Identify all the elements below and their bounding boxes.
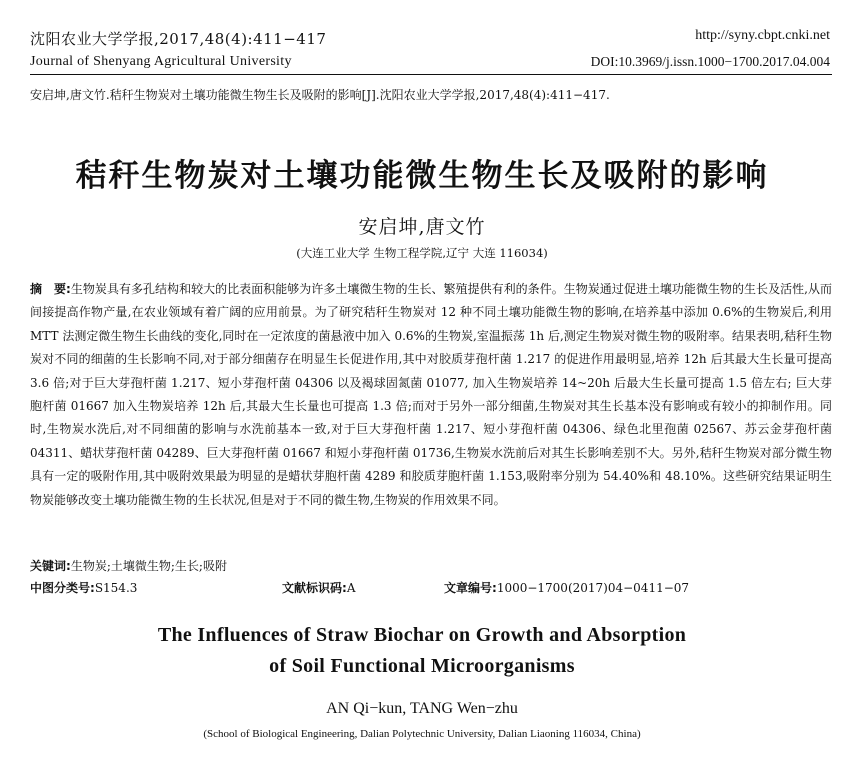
abstract [30, 278, 832, 512]
citation: 安启坤,唐文竹.秸秆生物炭对土壤功能微生物生长及吸附的影响[J].沈阳农业大学学报,2017,48(4):411−417. [30, 88, 610, 102]
clc-number [30, 579, 137, 596]
document-code [282, 579, 355, 596]
title-en-line1: The Influences of Straw Biochar on Growth and Absorption [157, 624, 687, 646]
article-number-label: 文章编号: [444, 581, 497, 595]
clc-value: S154.3 [94, 581, 138, 595]
title-cn: 秸秆生物炭对土壤功能微生物生长及吸附的影响 [75, 158, 769, 194]
article-number [444, 579, 689, 596]
journal-name-cn: 沈阳农业大学学报,2017,48(4):411−417 [30, 30, 327, 48]
abstract-text: 生物炭具有多孔结构和较大的比表面积能够为许多土壤微生物的生长、繁殖提供有利的条件。生物炭通过促进土壤功能微生物的生长及活性,从而间接提高作物产量,在农业领域有着广阔的应用前景。为了研究秸秆生物炭对 12 种不同土壤功能微生物的影响,在培养基中添加 0.6%的生物炭后,利用 MTT 法测定微生物生长曲线的变化,同时在一定浓度的菌悬液中加入 0.6%的生物炭,室温振荡 1h 后,测定生物炭对微生物的吸附率。结果表明,秸秆生物炭对不同的细菌的生长影响不同,对于部分细菌存在明显生长促进作用,其中对胶质芽孢杆菌 1.217 的促进作用最明显,培养 12h 后其最大生长量可提高 3.6 倍;对于巨大芽孢杆菌 1.217、短小芽孢杆菌 04306 以及褐球固氮菌 01077, 加入生物炭培养 14~20h 后最大生长量可提高 1.5 倍左右; 巨大芽胞杆菌 01667 加入生物炭培养 12h 后,其最大生长量也可提高 1.3 倍;而对于另外一部分细菌,生物炭对其生长基本没有影响或有较小的抑制作用。同时,生物炭水洗后,对不同细菌的影响与水洗前基本一致,对于巨大芽孢杆菌 1.217、短小芽孢杆菌 04306、绿色北里孢菌 02567、苏云金芽孢杆菌 04311、蜡状芽孢杆菌 04289、巨大芽孢杆菌 01667 和短小芽孢杆菌 01736,生物炭水洗前后对其生长影响差别不大。另外,秸秆生物炭对部分微生物具有一定的吸附作用,其中吸附效果最为明显的是蜡状芽胞杆菌 4289 和胶质芽胞杆菌 1.153,吸附率分别为 54.40%和 48.10%。这些研究结果证明生物炭能够改变土壤功能微生物的生长状况,但是对于不同的微生物,生物炭的作用效果不同。 [30, 282, 832, 507]
journal-name-en: Journal of Shenyang Agricultural University [30, 54, 292, 69]
affiliation-cn: (大连工业大学 生物工程学院,辽宁 大连 116034) [296, 246, 548, 260]
title-en-line2: of Soil Functional Microorganisms [269, 655, 575, 677]
journal-url[interactable]: http://syny.cbpt.cnki.net [695, 28, 830, 43]
doi[interactable]: DOI:10.3969/j.issn.1000−1700.2017.04.004 [590, 54, 830, 69]
keywords-text: 生物炭;土壤微生物;生长;吸附 [70, 559, 227, 573]
header-rule [30, 74, 832, 75]
title-en [0, 620, 844, 682]
clc-label: 中图分类号: [30, 581, 95, 595]
keywords [30, 557, 227, 574]
doc-code-value: A [346, 581, 356, 595]
affiliation-en: (School of Biological Engineering, Dalian Polytechnic University, Dalian Liaoning 116034, China) [203, 728, 641, 740]
keywords-label: 关键词: [30, 559, 71, 573]
authors-cn: 安启坤,唐文竹 [358, 216, 486, 238]
authors-en: AN Qi−kun, TANG Wen−zhu [326, 700, 518, 717]
doc-code-label: 文献标识码: [282, 581, 347, 595]
article-number-value: 1000−1700(2017)04−0411−07 [496, 581, 690, 595]
abstract-label: 摘 要: [30, 282, 71, 296]
